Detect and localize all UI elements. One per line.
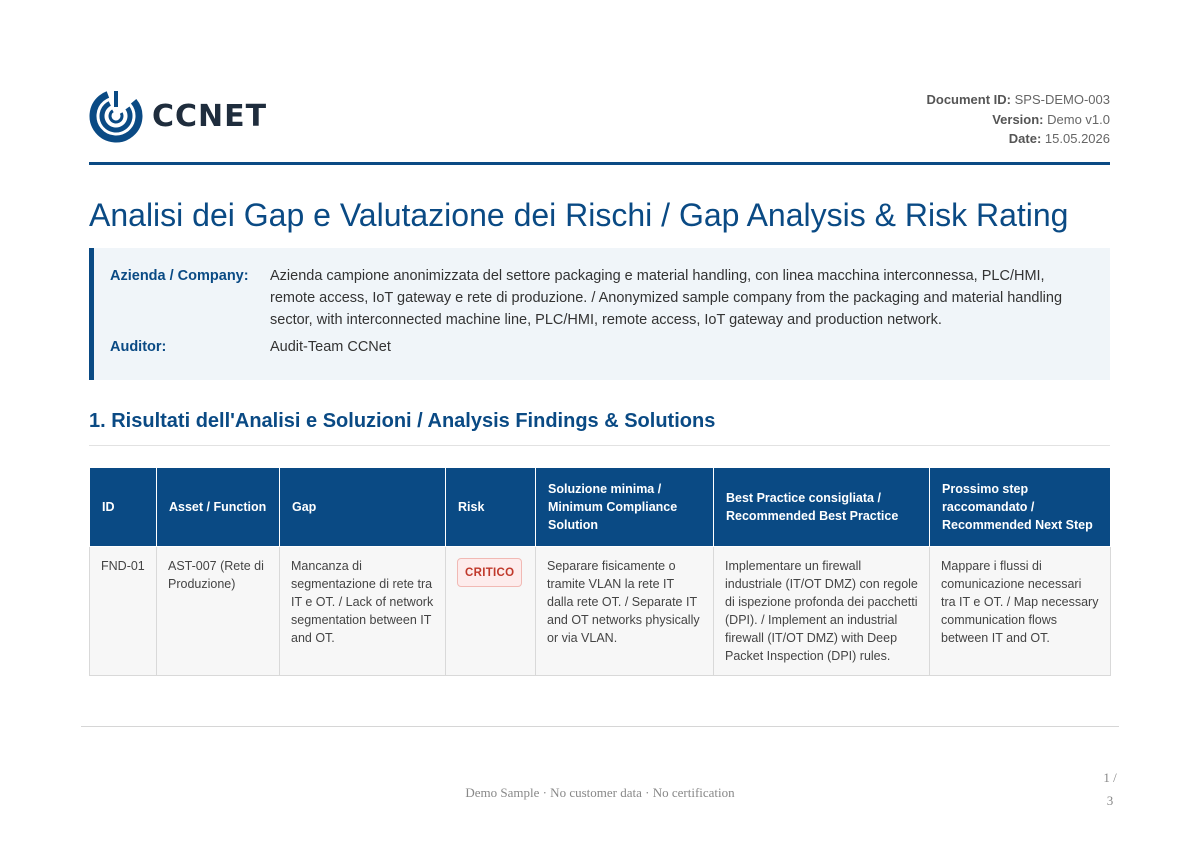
cell-solution: Separare fisicamente o tramite VLAN la rete IT dalla rete OT. / Separate IT and OT networks physically or via VLAN. [536, 547, 714, 676]
page-title: Analisi dei Gap e Valutazione dei Rischi / Gap Analysis & Risk Rating [89, 197, 1069, 233]
cell-gap: Mancanza di segmentazione di rete tra IT e OT. / Lack of network segmentation between IT and OT. [280, 547, 446, 676]
cell-next-step: Mappare i flussi di comunicazione necessari tra IT e OT. / Map necessary communication flows between IT and OT. [930, 547, 1111, 676]
company-row [110, 265, 1093, 331]
document-id: Document ID: SPS-DEMO-003 [926, 92, 1110, 107]
auditor-label: Auditor: [110, 339, 167, 355]
company-value: Azienda campione anonimizzata del settore packaging e material handling, con linea macchina interconnessa, PLC/HMI, remote access, IoT gateway e rete di produzione. / Anonymized sample company from the packaging and material handling sector, with interconnected machine line, PLC/HMI, remote access, IoT gateway and production network. [270, 268, 1063, 328]
column-header-id: ID [90, 468, 157, 547]
company-logo [89, 89, 267, 143]
cell-asset: AST-007 (Rete di Produzione) [157, 547, 280, 676]
document-date: Date: 15.05.2026 [1008, 131, 1110, 146]
footer-divider [81, 726, 1119, 727]
header-divider [89, 162, 1110, 165]
column-header-best-practice: Best Practice consigliata / Recommended Best Practice [714, 468, 930, 547]
table-row [90, 547, 1111, 676]
auditor-value: Audit-Team CCNet [270, 339, 391, 355]
ccnet-logo-icon [89, 89, 143, 143]
cell-risk [446, 547, 536, 676]
column-header-risk: Risk [446, 468, 536, 547]
column-header-asset: Asset / Function [157, 468, 280, 547]
column-header-gap: Gap [280, 468, 446, 547]
table-header-row [90, 468, 1111, 547]
column-header-next-step: Prossimo step raccomandato / Recommended Next Step [930, 468, 1111, 547]
auditor-row [110, 336, 1093, 358]
cell-best-practice: Implementare un firewall industriale (IT/OT DMZ) con regole di ispezione profonda dei pacchetti (DPI). / Implement an industrial firewall (IT/OT DMZ) with Deep Packet Inspection (DPI) rules. [714, 547, 930, 676]
page-number: 1 / 3 [1103, 770, 1117, 808]
findings-table [89, 467, 1111, 676]
company-label: Azienda / Company: [110, 268, 249, 284]
risk-badge: CRITICO [457, 558, 522, 587]
footer-note: Demo Sample · No customer data · No certification [465, 785, 735, 800]
section-divider [89, 445, 1110, 446]
logo-wordmark: CCNET [152, 98, 268, 134]
document-header [89, 86, 1110, 162]
document-version: Version: Demo v1.0 [992, 111, 1110, 127]
cell-id: FND-01 [90, 547, 157, 676]
document-meta [927, 90, 1111, 149]
column-header-solution: Soluzione minima / Minimum Compliance Solution [536, 468, 714, 547]
section-title: 1. Risultati dell'Analisi e Soluzioni / Analysis Findings & Solutions [89, 410, 716, 432]
info-box [89, 248, 1110, 380]
